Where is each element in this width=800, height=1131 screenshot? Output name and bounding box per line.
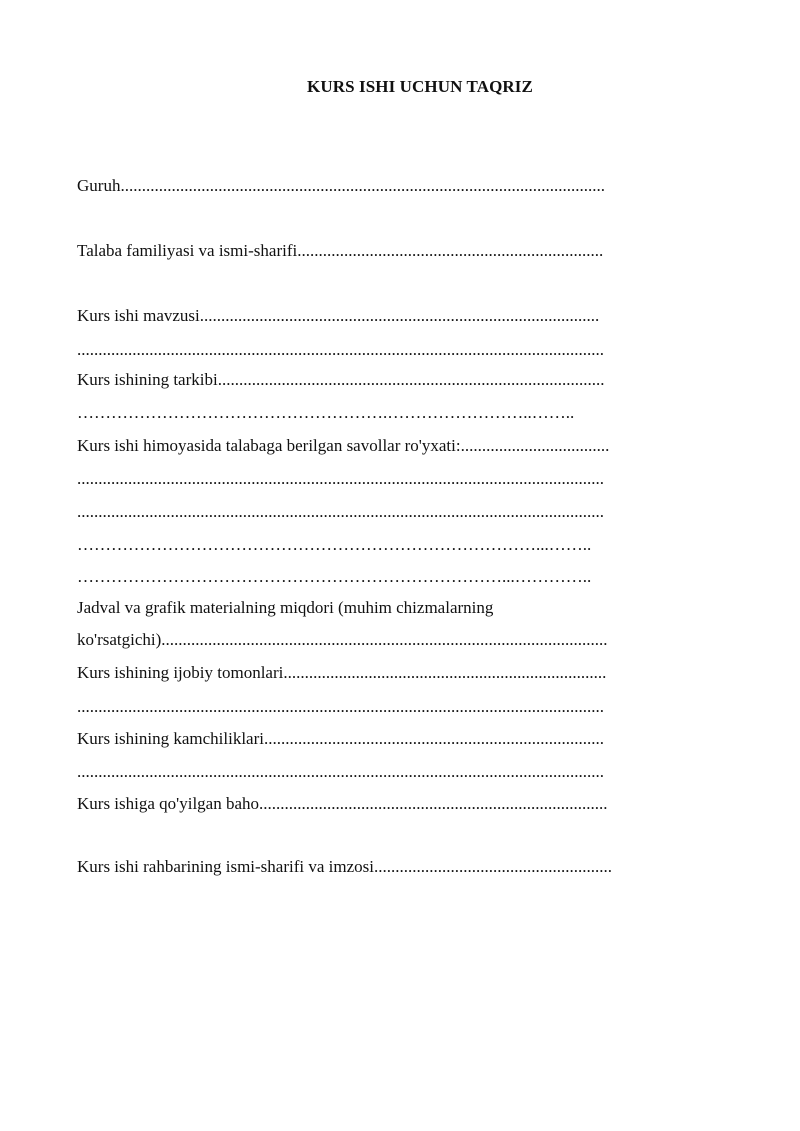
field-defense-questions-line-3: ………………………………………………………………………...……..	[77, 535, 592, 554]
field-supervisor-signature: Kurs ishi rahbarining ismi-sharifi va imzosi........................................................	[77, 857, 612, 876]
field-defense-questions-line-2: ............................................................................................................................	[77, 502, 604, 521]
field-grade: Kurs ishiga qo'yilgan baho..................................................................................	[77, 794, 608, 813]
field-weaknesses-continuation: ............................................................................................................................	[77, 762, 604, 781]
field-tables-graphics: Jadval va grafik materialning miqdori (muhim chizmalarning	[77, 598, 494, 617]
field-weaknesses: Kurs ishining kamchiliklari................................................................................	[77, 729, 604, 748]
field-strengths-continuation: ............................................................................................................................	[77, 697, 604, 716]
document-title: KURS ISHI UCHUN TAQRIZ	[307, 77, 533, 96]
field-structure: Kurs ishining tarkibi...........................................................................................	[77, 370, 605, 389]
field-defense-questions-line-1: ............................................................................................................................	[77, 469, 604, 488]
field-topic: Kurs ishi mavzusi..............................................................................................	[77, 306, 600, 325]
field-structure-continuation: ……………………………………………….……………………..……..	[77, 403, 575, 422]
field-defense-questions: Kurs ishi himoyasida talabaga berilgan savollar ro'yxati:...................................	[77, 436, 610, 455]
field-defense-questions-line-4: …………………………………………………………………...…………..	[77, 567, 592, 586]
field-topic-continuation: ............................................................................................................................	[77, 340, 604, 359]
field-group: Guruh..................................................................................................................	[77, 176, 605, 195]
field-strengths: Kurs ishining ijobiy tomonlari............................................................................	[77, 663, 607, 682]
field-tables-graphics-continuation: ko'rsatgichi).........................................................................................................	[77, 630, 608, 649]
field-student-name: Talaba familiyasi va ismi-sharifi........................................................................	[77, 241, 604, 260]
